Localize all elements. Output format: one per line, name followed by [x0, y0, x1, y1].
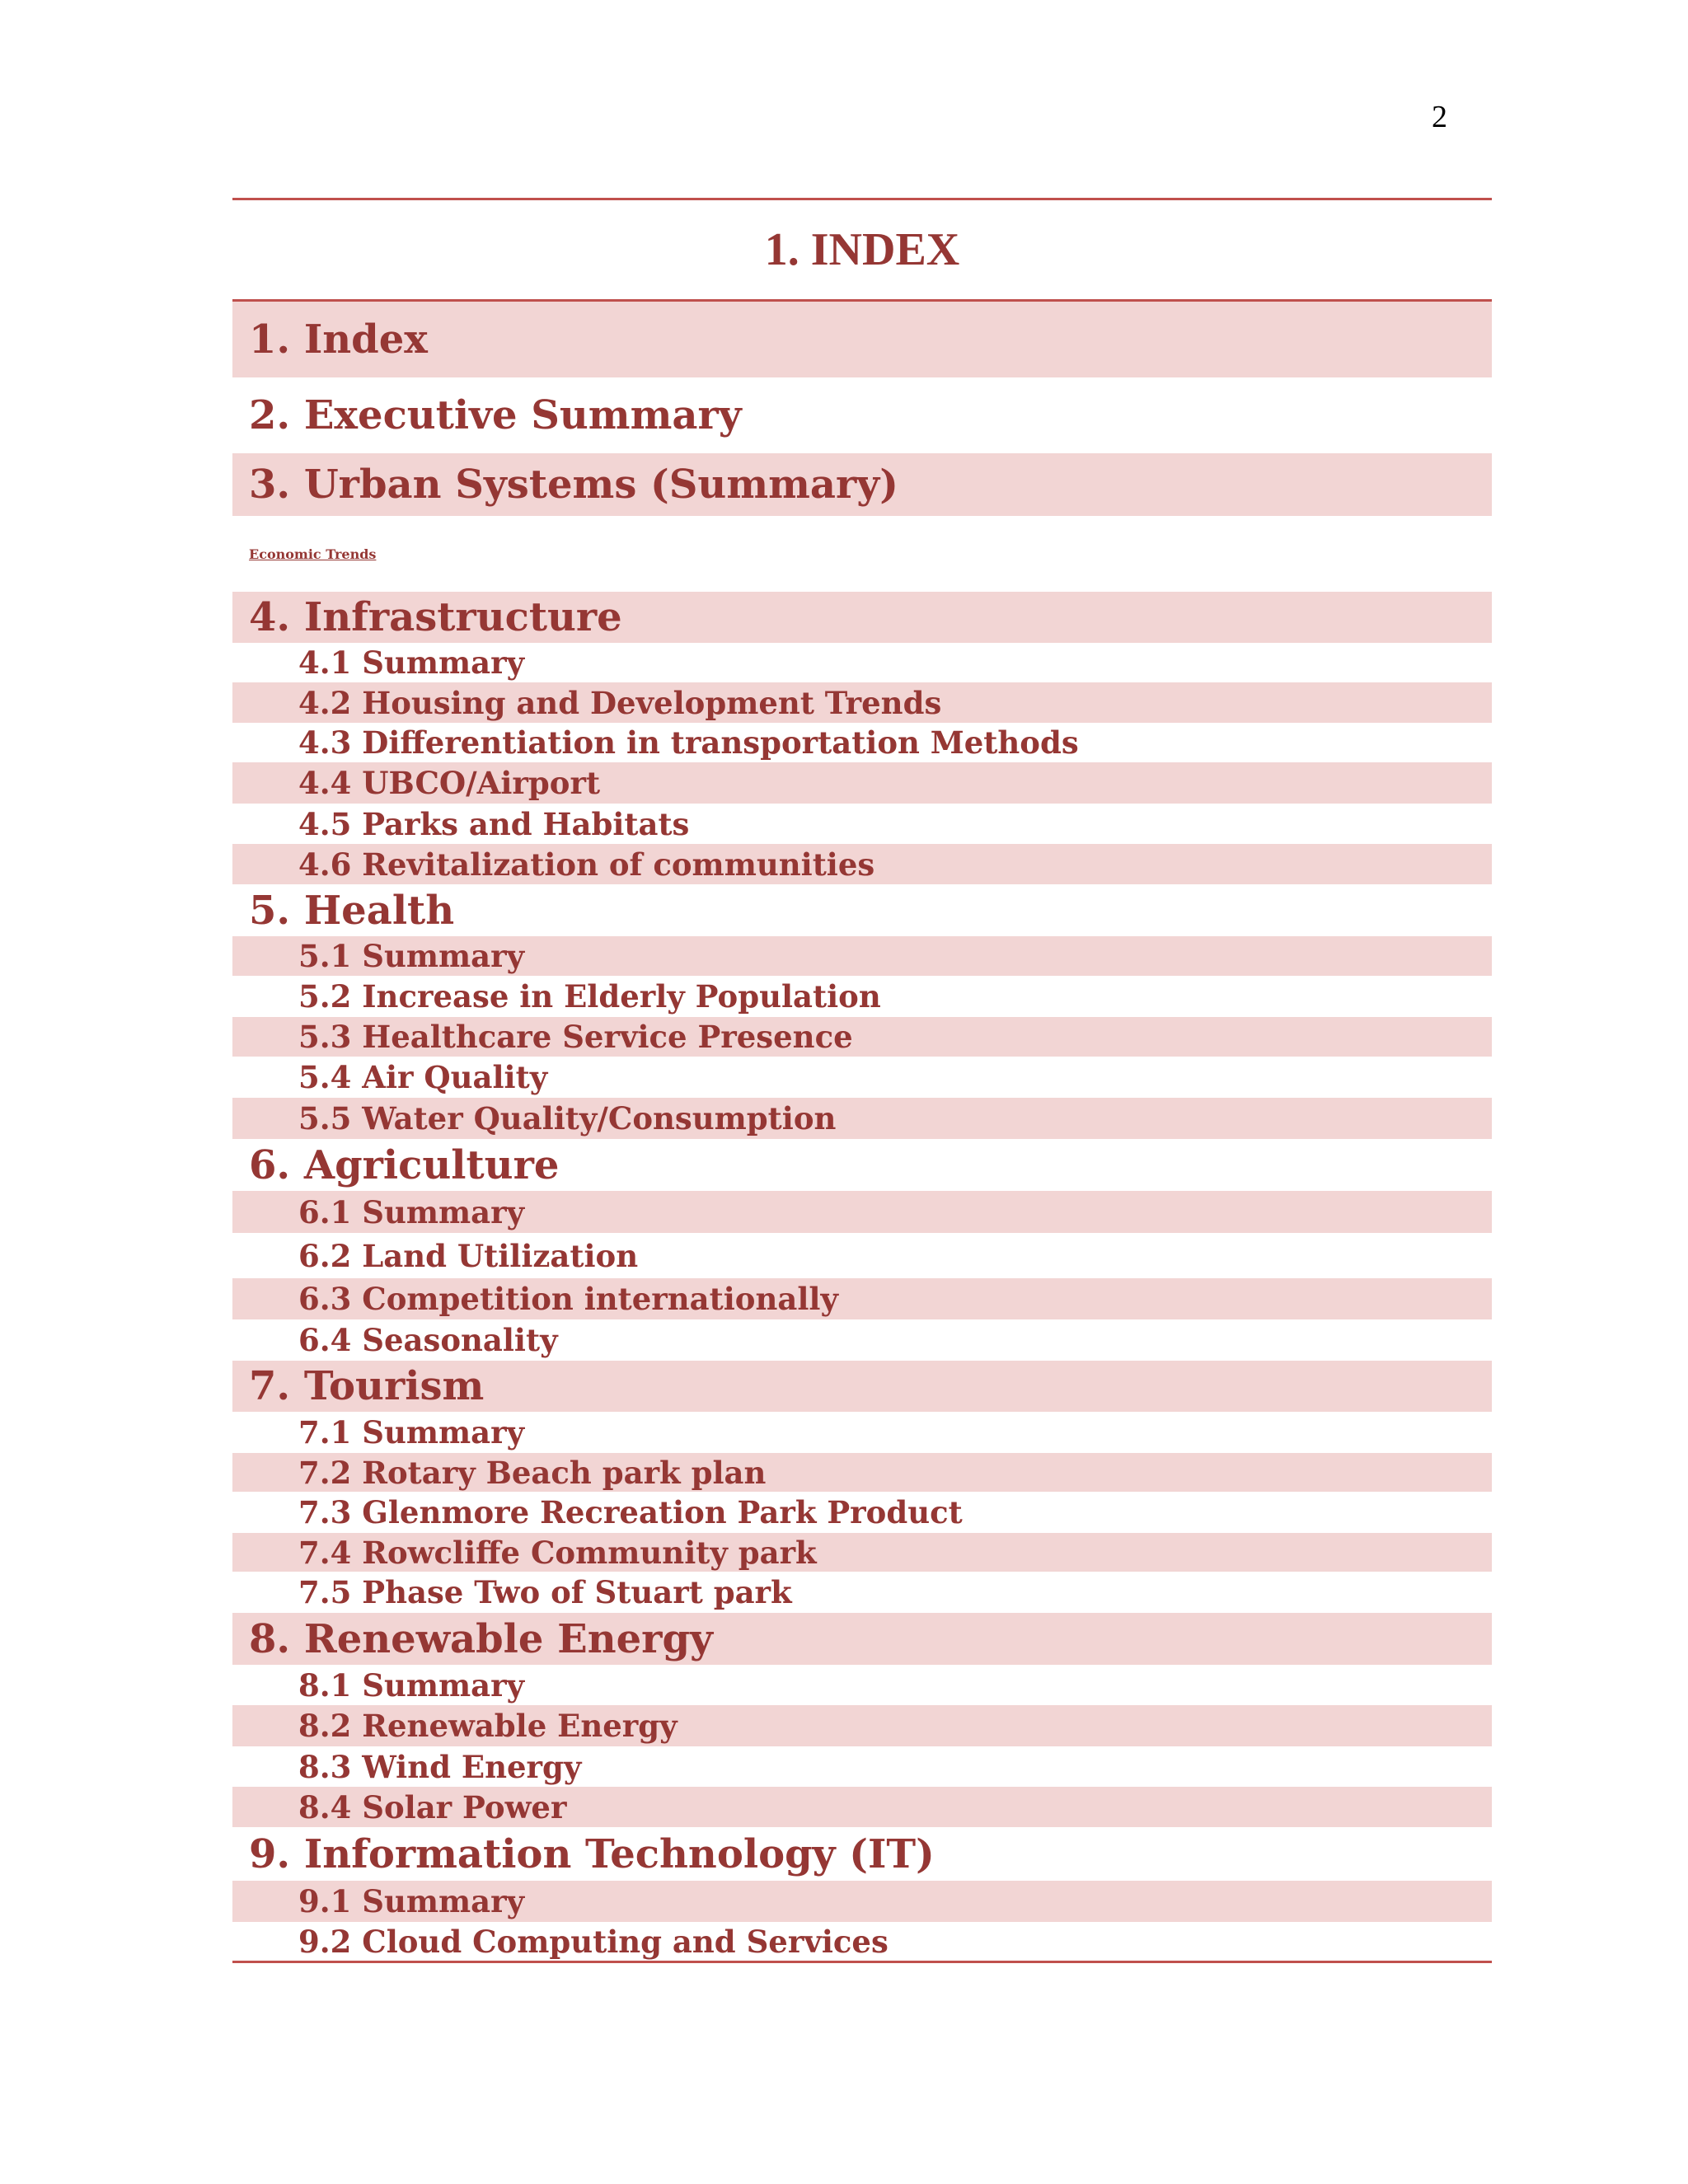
- page-title: 1. INDEX: [232, 200, 1492, 302]
- index-entry: 1. Index: [232, 302, 1492, 377]
- index-subentry: 7.3 Glenmore Recreation Park Product: [298, 1494, 963, 1530]
- index-subentry: 8.4 Solar Power: [232, 1787, 1492, 1827]
- index-subentry: 7.1 Summary: [298, 1414, 525, 1451]
- index-subentry: 7.5 Phase Two of Stuart park: [298, 1574, 792, 1610]
- index-subentry: 8.2 Renewable Energy: [232, 1705, 1492, 1746]
- index-entry: 6. Agriculture: [249, 1141, 560, 1188]
- index-subentry: 9.1 Summary: [232, 1881, 1492, 1922]
- index-subentry: 4.6 Revitalization of communities: [232, 844, 1492, 884]
- index-subentry: 4.3 Differentiation in transportation Methods: [298, 724, 1079, 761]
- index-subentry: 7.2 Rotary Beach park plan: [232, 1453, 1492, 1492]
- index-subentry: 9.2 Cloud Computing and Services: [298, 1923, 889, 1960]
- index-entry: 4. Infrastructure: [232, 592, 1492, 643]
- index-subentry: 5.4 Air Quality: [298, 1059, 548, 1095]
- index-subentry: 4.2 Housing and Development Trends: [232, 682, 1492, 723]
- index-entry: 7. Tourism: [232, 1361, 1492, 1412]
- index-entry: 8. Renewable Energy: [232, 1613, 1492, 1665]
- index-subentry: 6.2 Land Utilization: [298, 1237, 639, 1274]
- index-entry: 9. Information Technology (IT): [249, 1830, 935, 1877]
- index-subentry: 6.3 Competition internationally: [232, 1278, 1492, 1319]
- index-entry: 3. Urban Systems (Summary): [232, 453, 1492, 516]
- index-link-entry[interactable]: Economic Trends: [249, 546, 377, 562]
- index-subentry: 4.1 Summary: [298, 644, 525, 681]
- index-subentry: 8.1 Summary: [298, 1666, 525, 1704]
- index-subentry: 4.4 UBCO/Airport: [232, 762, 1492, 804]
- index-subentry: 7.4 Rowcliffe Community park: [232, 1533, 1492, 1572]
- index-subentry: 5.5 Water Quality/Consumption: [232, 1098, 1492, 1139]
- index-entries: [232, 302, 1492, 1961]
- index-subentry: 5.2 Increase in Elderly Population: [298, 978, 881, 1015]
- index-subentry: 8.3 Wind Energy: [298, 1748, 582, 1785]
- index-subentry: 6.4 Seasonality: [298, 1322, 558, 1358]
- index-entry: 5. Health: [249, 887, 455, 934]
- index-subentry: 4.5 Parks and Habitats: [298, 805, 690, 842]
- page-number: 2: [1432, 100, 1447, 134]
- index-subentry: 5.1 Summary: [232, 936, 1492, 976]
- index-subentry: 6.1 Summary: [232, 1191, 1492, 1233]
- index-subentry: 5.3 Healthcare Service Presence: [232, 1017, 1492, 1057]
- index-table: [232, 198, 1492, 1963]
- index-entry: 2. Executive Summary: [249, 392, 742, 438]
